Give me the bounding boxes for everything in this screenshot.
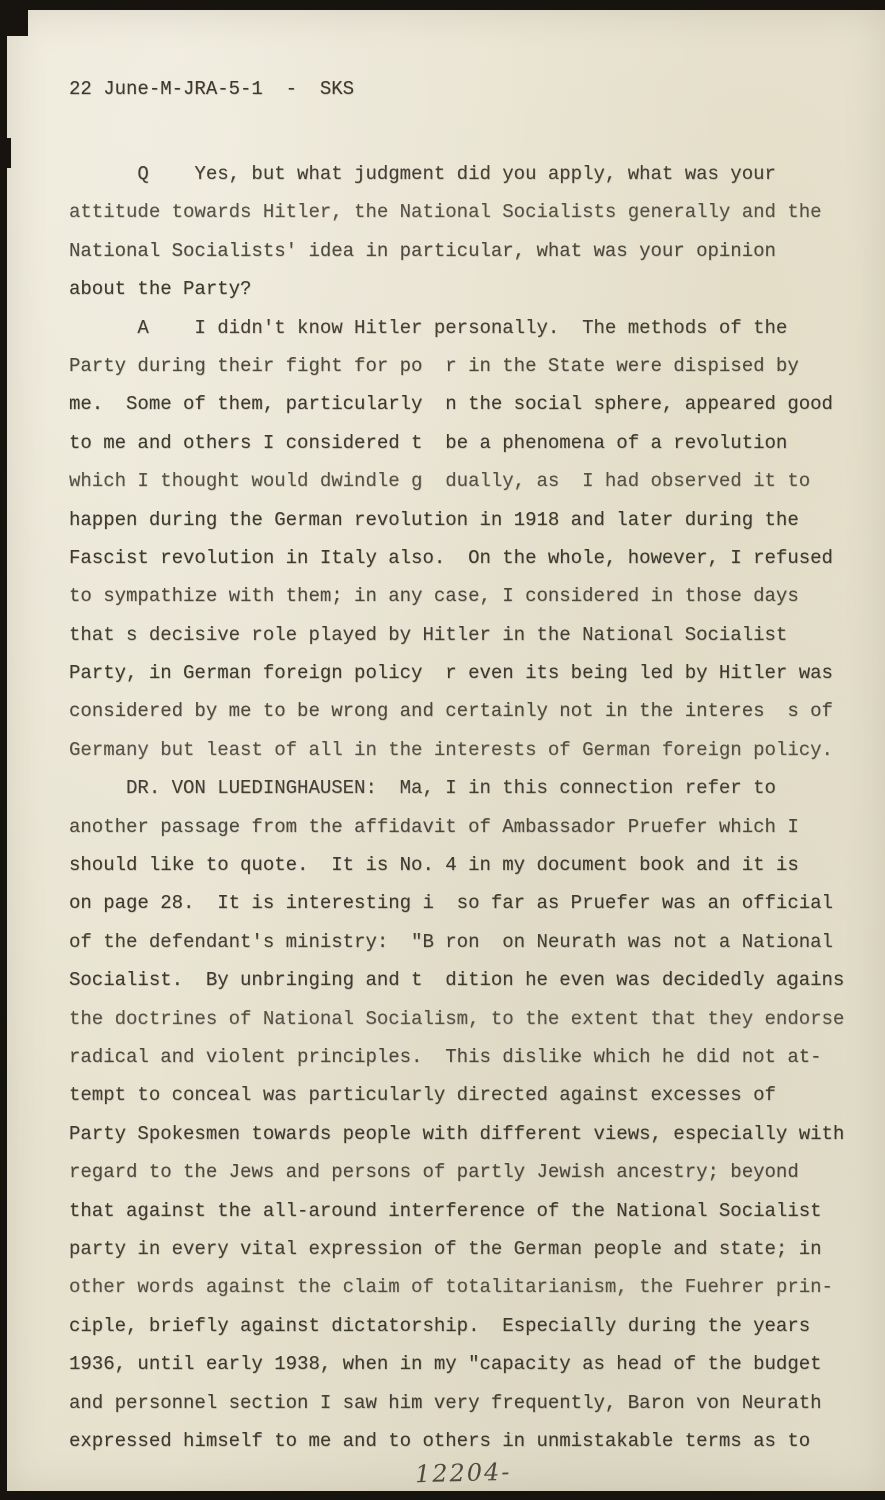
transcript-line: me. Some of them, particularly n the social sphere, appeared good bbox=[69, 393, 833, 416]
transcript-line: Germany but least of all in the interests of German foreign policy. bbox=[69, 738, 833, 761]
transcript-line: and personnel section I saw him very frequently, Baron von Neurath bbox=[69, 1391, 822, 1414]
transcript-line: Q Yes, but what judgment did you apply, what was your bbox=[69, 163, 776, 185]
transcript-line: to sympathize with them; in any case, I considered in those days bbox=[69, 585, 799, 608]
transcript-line: to me and others I considered t be a phenomena of a revolution bbox=[69, 431, 788, 454]
transcript-line: other words against the claim of totalitarianism, the Fuehrer prin- bbox=[69, 1276, 833, 1299]
transcript-line: that s decisive role played by Hitler in the National Socialist bbox=[69, 623, 788, 646]
scan-edge-artifact bbox=[0, 0, 28, 36]
transcript-line: which I thought would dwindle g dually, as I had observed it to bbox=[69, 470, 811, 493]
transcript-line: another passage from the affidavit of Ambassador Pruefer which I bbox=[69, 815, 799, 838]
transcript-line: National Socialists' idea in particular, what was your opinion bbox=[69, 239, 776, 262]
transcript-line: A I didn't know Hitler personally. The methods of the bbox=[69, 316, 788, 339]
transcript-line: the doctrines of National Socialism, to the extent that they endorse bbox=[69, 1007, 845, 1030]
transcript-line: regard to the Jews and persons of partly Jewish ancestry; beyond bbox=[69, 1161, 799, 1184]
transcript-line: ciple, briefly against dictatorship. Especially during the years bbox=[69, 1314, 811, 1337]
scan-edge-artifact bbox=[0, 138, 11, 168]
transcript-lines bbox=[69, 155, 875, 1460]
transcript-line: about the Party? bbox=[69, 278, 252, 301]
transcript-header: 22 June-M-JRA-5-1 - SKS bbox=[69, 78, 355, 100]
transcript-line: should like to quote. It is No. 4 in my document book and it is bbox=[69, 854, 799, 877]
transcript-line: considered by me to be wrong and certainly not in the interes s of bbox=[69, 700, 833, 723]
transcript-line: of the defendant's ministry: "B ron on Neurath was not a National bbox=[69, 930, 833, 953]
transcript-line: Party, in German foreign policy r even its being led by Hitler was bbox=[69, 662, 833, 685]
transcript-line: DR. VON LUEDINGHAUSEN: Ma, I in this connection refer to bbox=[69, 777, 776, 800]
page-number: 12204- bbox=[414, 1457, 512, 1489]
transcript-line: expressed himself to me and to others in unmistakable terms as to bbox=[69, 1429, 811, 1452]
transcript-line: 1936, until early 1938, when in my "capacity as head of the budget bbox=[69, 1353, 822, 1376]
paper-sheet bbox=[7, 10, 885, 1491]
transcript-line: attitude towards Hitler, the National Socialists generally and the bbox=[69, 201, 822, 224]
transcript-line: radical and violent principles. This dislike which he did not at- bbox=[69, 1045, 822, 1068]
transcript-line: tempt to conceal was particularly directed against excesses of bbox=[69, 1084, 776, 1107]
transcript-line: happen during the German revolution in 1918 and later during the bbox=[69, 508, 799, 531]
transcript-line: Party during their fight for po r in the State were dispised by bbox=[69, 354, 799, 377]
transcript-line: party in every vital expression of the German people and state; in bbox=[69, 1237, 822, 1260]
transcript-line: Party Spokesmen towards people with different views, especially with bbox=[69, 1122, 845, 1145]
transcript-line: Socialist. By unbringing and t dition he even was decidedly agains bbox=[69, 969, 845, 992]
transcript-line: on page 28. It is interesting i so far as Pruefer was an official bbox=[69, 892, 833, 915]
transcript-line: that against the all-around interference of the National Socialist bbox=[69, 1199, 822, 1222]
transcript-line: Fascist revolution in Italy also. On the whole, however, I refused bbox=[69, 546, 833, 569]
